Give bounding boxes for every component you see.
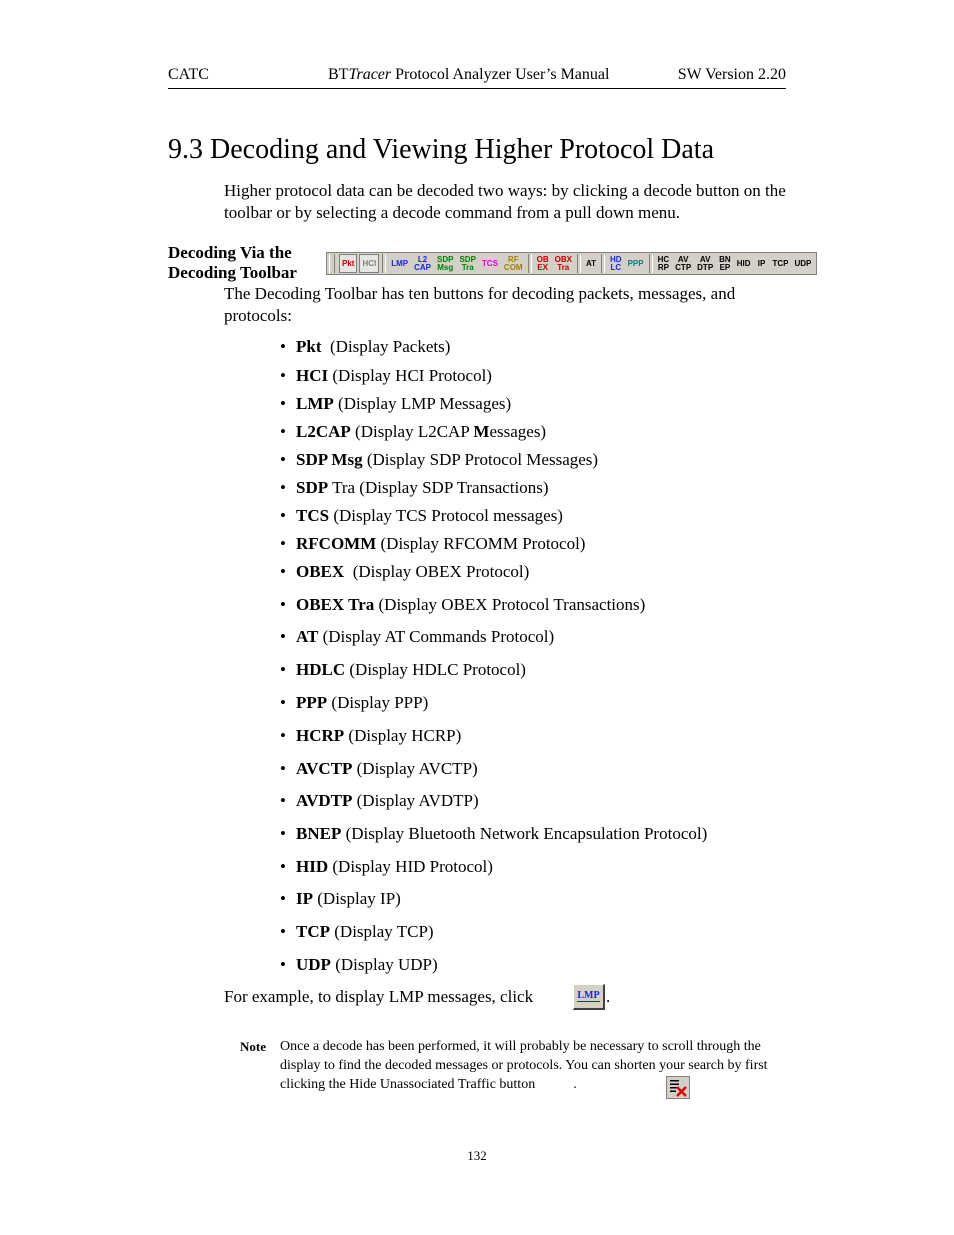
list-item: • UDP (Display UDP): [280, 955, 438, 974]
header-version: SW Version 2.20: [677, 66, 786, 83]
bullet-dot: •: [280, 759, 286, 778]
bullet-dot: •: [280, 595, 286, 614]
note-label: Note: [240, 1039, 266, 1054]
intro-paragraph: Higher protocol data can be decoded two ways: by clicking a decode button on the toolbar or by selecting a decode command from a pull down menu.: [224, 181, 786, 222]
toolbar-grip[interactable]: [329, 254, 335, 273]
list-item: • PPP (Display PPP): [280, 693, 429, 712]
list-item: • HID (Display HID Protocol): [280, 857, 493, 876]
toolbar-button-hdlc[interactable]: HD LC: [610, 254, 622, 272]
bullet-dot: •: [280, 955, 286, 974]
bullet-dot: •: [280, 857, 286, 876]
example-text: For example, to display LMP messages, click: [224, 987, 534, 1006]
toolbar-separator: [649, 254, 653, 273]
header-manual-title: BTTracer Protocol Analyzer User’s Manual: [328, 66, 610, 83]
bullet-dot: •: [280, 366, 286, 385]
toolbar-button-obxtra[interactable]: OBX Tra: [554, 254, 572, 272]
list-item: • AVCTP (Display AVCTP): [280, 759, 478, 778]
list-item: • RFCOMM (Display RFCOMM Protocol): [280, 534, 586, 553]
list-item: • HCI (Display HCI Protocol): [280, 366, 492, 385]
bullet-dot: •: [280, 478, 286, 497]
bullet-dot: •: [280, 922, 286, 941]
note-text: Once a decode has been performed, it will probably be necessary to scroll through the display to find the decoded messages or protocols. You can shorten your search by first clicking the Hide Unassociated Traffic button .: [280, 1039, 768, 1092]
toolbar-button-ip[interactable]: IP: [757, 258, 766, 268]
list-item: • AVDTP (Display AVDTP): [280, 791, 479, 810]
bullet-dot: •: [280, 824, 286, 843]
toolbar-button-rfcom[interactable]: RF COM: [503, 254, 523, 272]
bullet-dot: •: [280, 394, 286, 413]
toolbar-description: The Decoding Toolbar has ten buttons for decoding packets, messages, and protocols:: [224, 284, 736, 325]
lmp-button-label: LMP: [577, 990, 600, 1001]
list-item: • LMP (Display LMP Messages): [280, 394, 512, 413]
section-title: 9.3 Decoding and Viewing Higher Protocol Data: [168, 134, 715, 165]
list-item: • OBEX Tra (Display OBEX Protocol Transactions): [280, 595, 646, 614]
toolbar-button-pkt[interactable]: Pkt: [339, 254, 357, 273]
toolbar-button-tcs[interactable]: TCS: [481, 258, 498, 268]
decoding-toolbar: [326, 252, 817, 275]
list-item: • TCP (Display TCP): [280, 922, 434, 941]
bullet-dot: •: [280, 627, 286, 646]
bullet-dot: •: [280, 791, 286, 810]
list-item: • L2CAP (Display L2CAP Messages): [280, 422, 547, 441]
toolbar-separator: [577, 254, 581, 273]
toolbar-button-hci[interactable]: HCI: [359, 254, 379, 273]
toolbar-button-udp[interactable]: UDP: [794, 258, 812, 268]
bullet-dot: •: [280, 889, 286, 908]
toolbar-button-sdpmsg[interactable]: SDP Msg: [437, 254, 454, 272]
hide-unassociated-traffic-button[interactable]: [666, 1076, 690, 1099]
list-item: • Pkt (Display Packets): [280, 337, 451, 356]
toolbar-separator: [382, 254, 386, 273]
toolbar-button-ppp[interactable]: PPP: [627, 258, 644, 268]
toolbar-button-hid[interactable]: HID: [736, 258, 751, 268]
toolbar-separator: [601, 254, 605, 273]
lmp-button[interactable]: [573, 984, 605, 1010]
bullet-dot: •: [280, 450, 286, 469]
side-heading: Decoding Via the Decoding Toolbar: [168, 243, 297, 282]
bullet-dot: •: [280, 562, 286, 581]
list-item: • SDP Tra (Display SDP Transactions): [280, 478, 549, 497]
list-item: • BNEP (Display Bluetooth Network Encapsulation Protocol): [280, 824, 708, 843]
bullet-dot: •: [280, 422, 286, 441]
toolbar-button-avctp[interactable]: AV CTP: [675, 254, 692, 272]
bullet-dot: •: [280, 660, 286, 679]
bullet-dot: •: [280, 693, 286, 712]
header-company: CATC: [168, 66, 209, 83]
toolbar-button-obex[interactable]: OB EX: [536, 254, 549, 272]
toolbar-button-bnep[interactable]: BN EP: [719, 254, 731, 272]
example-period: .: [606, 987, 611, 1006]
toolbar-button-lmp[interactable]: LMP: [391, 258, 409, 268]
list-item: • SDP Msg (Display SDP Protocol Messages): [280, 450, 599, 469]
toolbar-separator: [528, 254, 532, 273]
bullet-dot: •: [280, 337, 286, 356]
toolbar-button-tcp[interactable]: TCP: [772, 258, 789, 268]
list-item: • OBEX (Display OBEX Protocol): [280, 562, 530, 581]
toolbar-button-at[interactable]: AT: [585, 258, 597, 268]
toolbar-button-hcrp[interactable]: HC RP: [657, 254, 670, 272]
toolbar-button-l2cap[interactable]: L2 CAP: [414, 254, 432, 272]
toolbar-button-sdptra[interactable]: SDP Tra: [459, 254, 476, 272]
toolbar-button-avdtp[interactable]: AV DTP: [697, 254, 714, 272]
bullet-dot: •: [280, 534, 286, 553]
page-number: 132: [467, 1148, 487, 1163]
list-item: • HDLC (Display HDLC Protocol): [280, 660, 526, 679]
page-header: [168, 66, 786, 89]
list-item: • TCS (Display TCS Protocol messages): [280, 506, 563, 525]
hide-traffic-icon: [667, 1077, 689, 1098]
list-item: • HCRP (Display HCRP): [280, 726, 462, 745]
bullet-dot: •: [280, 726, 286, 745]
list-item: • IP (Display IP): [280, 889, 401, 908]
list-item: • AT (Display AT Commands Protocol): [280, 627, 555, 646]
bullet-dot: •: [280, 506, 286, 525]
